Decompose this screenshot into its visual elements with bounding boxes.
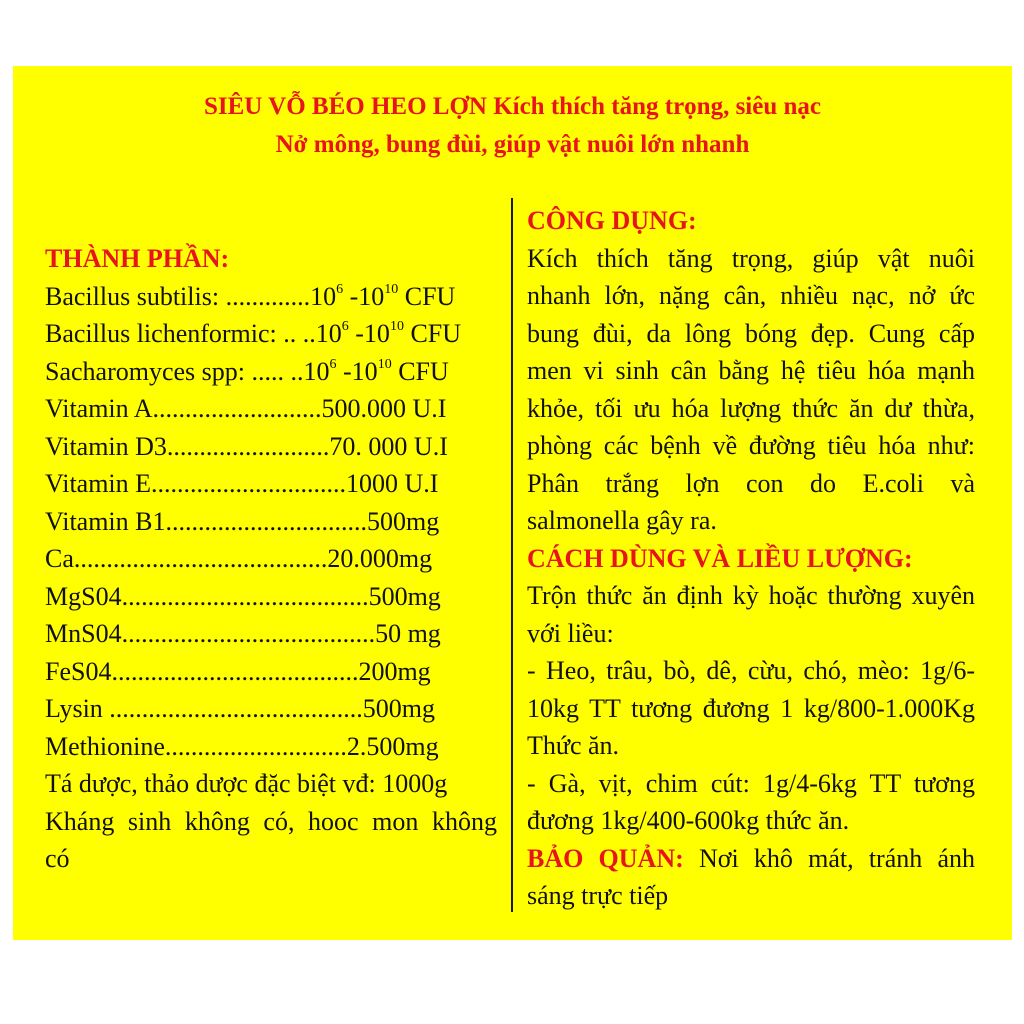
ingredient-line-vitamin-e: Vitamin E..............................1000 U.I [45, 469, 439, 498]
ingredient-line-mns04: MnS04.......................................50 mg [45, 619, 441, 648]
dosage-livestock-line-end: Thức ăn. [527, 731, 620, 760]
storage-text: Nơi khô mát, tránh ánh [683, 843, 975, 873]
ingredient-line-no-antibiotics-end: có [45, 844, 70, 873]
ingredient-line-ca: Ca.......................................20.000mg [45, 544, 433, 573]
dosage-livestock-line: - Heo, trâu, bò, dê, cừu, chó, mèo: 1g/6- [527, 656, 975, 685]
uses-line-last: salmonella gây ra. [527, 506, 717, 535]
ingredient-line-methionine: Methionine............................2.500mg [45, 731, 439, 761]
ingredient-line-excipients: Tá dược, thảo dược đặc biệt vđ: 1000g [45, 769, 448, 798]
ingredient-line-lysin: Lysin .......................................500mg [45, 694, 436, 723]
ingredient-line-sacharomyces: Sacharomyces spp: ..... ..10$^6$ $-10^{10}$ CFU [45, 356, 449, 386]
exponent-max: 10 [389, 319, 404, 335]
storage-line [527, 840, 975, 878]
ingredient-line-vitamin-d3: Vitamin D3.........................70. 000 U.I [45, 431, 448, 461]
product-label-panel [13, 66, 1012, 940]
dosage-livestock-line: 10kg TT tương đương 1 kg/800-1.000Kg [527, 693, 975, 723]
uses-line: nhanh lớn, nặng cân, nhiều nạc, nở ức [527, 281, 975, 310]
exponent-max: 10 [384, 281, 399, 297]
storage-line-end: sáng trực tiếp [527, 881, 669, 910]
uses-line: Kích thích tăng trọng, giúp vật nuôi [527, 243, 975, 273]
usage-column [527, 202, 975, 915]
exponent-min: 6 [341, 319, 349, 335]
uses-heading: CÔNG DỤNG: [527, 206, 697, 235]
dosage-poultry-line-end: đương 1kg/400-600kg thức ăn. [527, 806, 850, 835]
ingredient-line-vitamin-a: Vitamin A..........................500.000 U.I [45, 394, 447, 423]
ingredient-line-mgs04: MgS04......................................500mg [45, 581, 441, 611]
ingredients-heading: THÀNH PHẦN: [45, 244, 230, 273]
product-title-line-2: Nở mông, bung đùi, giúp vật nuôi lớn nhanh [275, 131, 750, 158]
ingredient-line-bacillus-lichenformic: Bacillus lichenformic: .. ..10$^6$ $-10^{10}$ CFU [45, 319, 462, 348]
ingredients-column [45, 240, 497, 878]
exponent-max: 10 [377, 356, 392, 372]
ingredient-line-vitamin-b1: Vitamin B1...............................500mg [45, 506, 440, 536]
dosage-intro-line-end: với liều: [527, 618, 614, 648]
ingredient-line-bacillus-subtilis: Bacillus subtilis: .............10$^6$ $-10^{10}$ CFU [45, 281, 456, 311]
exponent-min: 6 [336, 281, 344, 297]
product-title-line-1: SIÊU VỖ BÉO HEO LỢN Kích thích tăng trọng, siêu nạc [204, 93, 821, 120]
dosage-poultry-line: - Gà, vịt, chim cút: 1g/4-6kg TT tương [527, 768, 975, 798]
ingredient-line-no-antibiotics: Kháng sinh không có, hooc mon không [45, 806, 497, 836]
storage-heading: BẢO QUẢN: [527, 843, 684, 873]
uses-line: khỏe, tối ưu hóa lượng thức ăn dư thừa, [527, 393, 975, 423]
column-divider [511, 198, 513, 912]
uses-line: bung đùi, da lông bóng đẹp. Cung cấp [527, 318, 975, 348]
exponent-min: 6 [329, 356, 337, 372]
uses-line: phòng các bệnh về đường tiêu hóa như: [527, 431, 975, 460]
ingredient-line-fes04: FeS04......................................200mg [45, 656, 431, 686]
dosage-heading: CÁCH DÙNG VÀ LIỀU LƯỢNG: [527, 543, 913, 573]
dosage-intro-line: Trộn thức ăn định kỳ hoặc thường xuyên [527, 581, 975, 610]
uses-line: Phân trắng lợn con do E.coli và [527, 468, 975, 498]
uses-line: men vi sinh cân bằng hệ tiêu hóa mạnh [527, 356, 975, 385]
